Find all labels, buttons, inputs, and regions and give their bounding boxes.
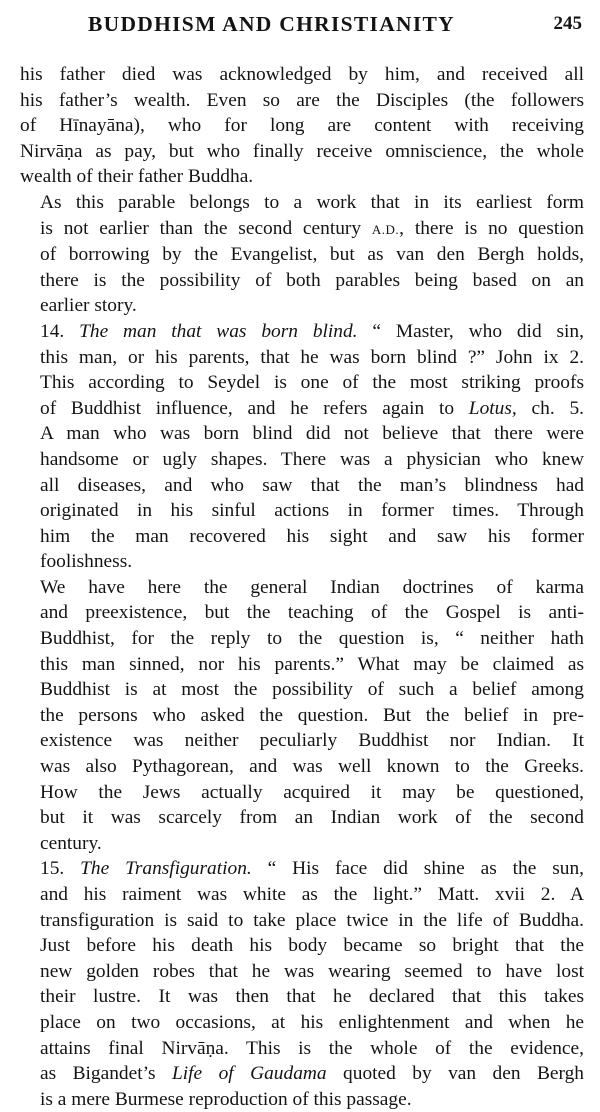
text-line: his father died was acknowledged by him, and received all	[20, 64, 584, 85]
text-line: Just before his death his body became so bright that the	[40, 935, 584, 957]
paragraph	[20, 190, 584, 319]
text-line: but it was scarcely from an Indian work of the second	[40, 807, 584, 829]
text-line: We have here the general Indian doctrines of karma	[40, 576, 584, 598]
text-line: This according to Seydel is one of the most striking proofs	[40, 372, 584, 394]
text-line: and his raiment was white as the light.” Matt. xvii 2. A	[40, 884, 584, 905]
text-line: of Buddhist influence, and he refers again to Lotus, ch. 5.	[40, 397, 584, 419]
text-line: their lustre. It was then that he declared that this takes	[40, 986, 584, 1008]
text-line: as Bigandet’s Life of Gaudama quoted by van den Bergh	[40, 1063, 585, 1085]
book-page	[20, 8, 584, 1112]
text-line: this man, or his parents, that he was born blind ?” John ix 2.	[40, 346, 584, 368]
text-line: Nirvāṇa as pay, but who finally receive omniscience, the whole	[20, 140, 584, 162]
text-line: existence was neither peculiarly Buddhist nor Indian. It	[40, 730, 584, 752]
text-line: century.	[40, 832, 102, 854]
text-line: this man sinned, nor his parents.” What may be claimed as	[40, 653, 584, 675]
paragraph	[20, 856, 584, 1112]
page-body	[20, 62, 584, 1112]
text-line: the persons who asked the question. But the belief in pre-	[40, 704, 584, 726]
text-line: handsome or ugly shapes. There was a physician who knew	[40, 448, 584, 470]
paragraph	[20, 62, 584, 190]
text-line: of Hīnayāna), who for long are content with receiving	[20, 115, 584, 137]
page-number: 245	[553, 13, 582, 34]
text-line: is not earlier than the second century A.D., there is no question	[40, 217, 585, 239]
paragraph	[20, 319, 584, 575]
text-line: Buddhist is at most the possibility of such a belief among	[40, 679, 584, 701]
page-header	[20, 8, 584, 44]
text-line: earlier story.	[40, 295, 137, 317]
text-line: was also Pythagorean, and was well known to the Greeks.	[40, 756, 584, 778]
text-line: place on two occasions, at his enlightenment and when he	[40, 1011, 584, 1033]
text-line: As this parable belongs to a work that in its earliest form	[40, 191, 584, 213]
text-line: attains final Nirvāṇa. This is the whole of the evidence,	[40, 1037, 584, 1059]
running-title: BUDDHISM AND CHRISTIANITY	[88, 12, 455, 36]
text-line: transfiguration is said to take place twice in the life of Buddha.	[40, 909, 584, 931]
text-line: 14. The man that was born blind. “ Master, who did sin,	[40, 320, 584, 342]
text-line: there is the possibility of both parables being based on an	[40, 269, 584, 291]
text-line: foolishness.	[40, 551, 133, 573]
text-line: of borrowing by the Evangelist, but as van den Bergh holds,	[40, 244, 584, 266]
text-line: new golden robes that he was wearing seemed to have lost	[40, 960, 584, 982]
text-line: wealth of their father Buddha.	[20, 166, 254, 188]
text-line: How the Jews actually acquired it may be questioned,	[40, 781, 584, 803]
text-line: is a mere Burmese reproduction of this passage.	[40, 1088, 412, 1110]
text-line: A man who was born blind did not believe that there were	[40, 423, 584, 445]
paragraph	[20, 575, 584, 857]
text-line: 15. The Transfiguration. “ His face did shine as the sun,	[40, 858, 584, 880]
text-line: him the man recovered his sight and saw his former	[40, 525, 584, 547]
text-line: and preexistence, but the teaching of the Gospel is anti-	[40, 602, 584, 624]
text-line: originated in his sinful actions in former times. Through	[40, 500, 584, 522]
text-line: his father’s wealth. Even so are the Disciples (the followers	[20, 89, 584, 111]
text-line: all diseases, and who saw that the man’s blindness had	[40, 474, 584, 496]
text-line: Buddhist, for the reply to the question is, “ neither hath	[40, 628, 584, 650]
